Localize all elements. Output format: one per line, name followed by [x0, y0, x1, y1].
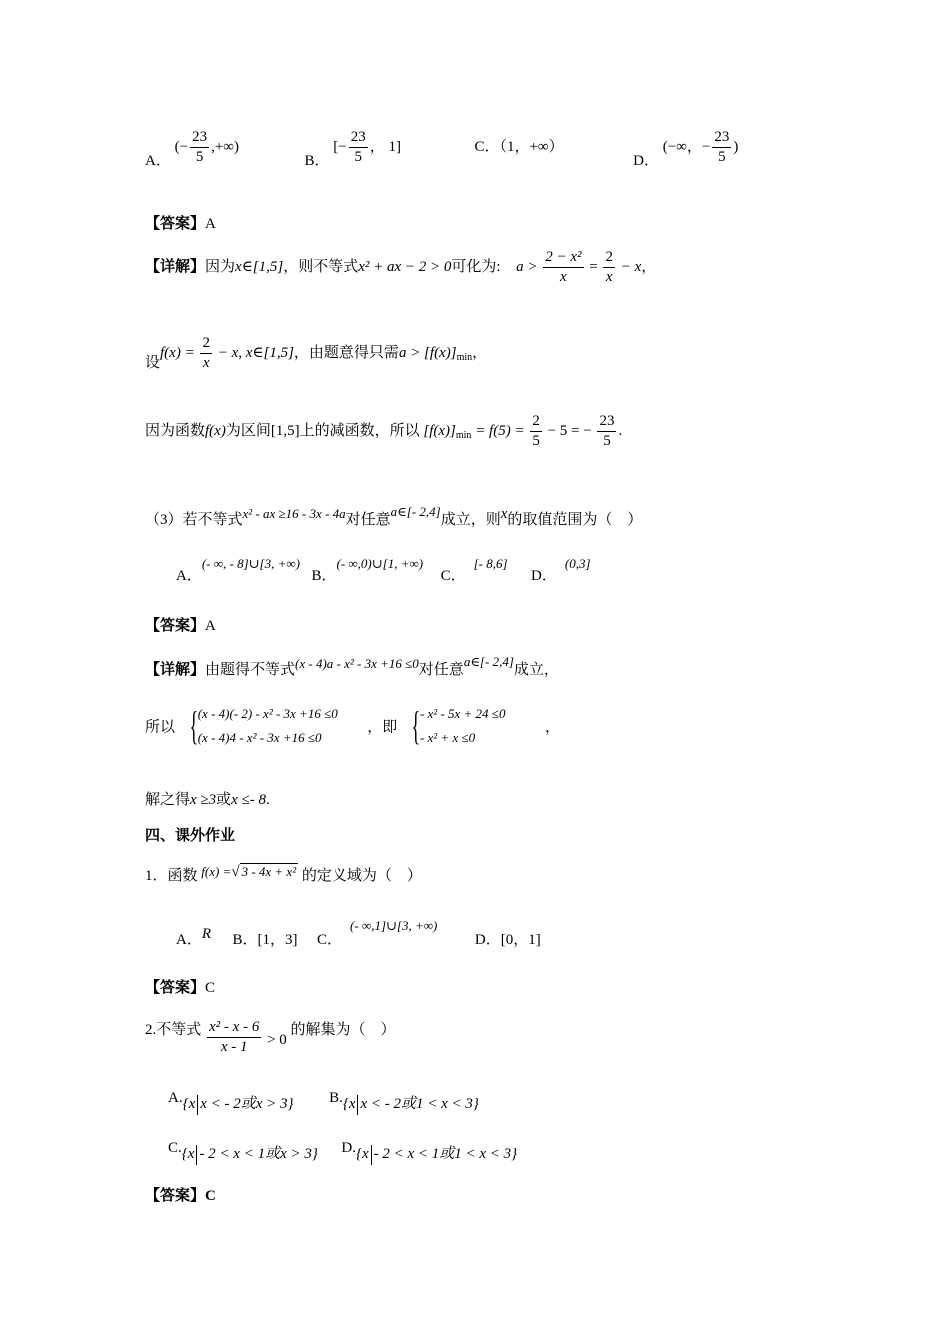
prev-option-d: D． (−∞，− $\frac{23}{5}$ ) [633, 129, 739, 169]
prev-answer: 【答案】A [145, 216, 216, 232]
q3-detail-line-3: 解之得x ≥3或x ≤- 8. [145, 792, 270, 808]
left-brace: { [189, 703, 198, 748]
hw2-options-row-1: A.{x x < - 2或x > 3} B.{x x < - 2或1 < x < 3} [168, 1090, 479, 1115]
prev-detail-line-3: 因为函数f(x)为区间[1,5]上的减函数，所以 $[f(x)]_{min} = f(5)$ = $\frac{2}{5}$ − 5 = − $\frac{23}{5}$ . [145, 413, 623, 449]
hw1-options: A．R B．[1，3] C．(- ∞,1]∪[3, +∞) D．[0，1] [176, 918, 541, 948]
hw2-answer: 【答案】C [145, 1188, 216, 1204]
prev-option-a: A． (− $\frac{23}{5}$ ,+∞) [145, 129, 239, 169]
sqrt-icon: √ [231, 864, 240, 880]
hw2-options-row-2: C.{x - 2 < x < 1或x > 3} D.{x - 2 < x < 1或1 < x < 3} [168, 1140, 517, 1165]
prev-option-c: C．（1，+∞） [474, 138, 564, 155]
fraction: $\frac{23}{5}$ [714, 129, 730, 165]
q3-detail-line-2: 所以 { (x - 4)(- 2) - x² - 3x +16 ≤0 (x - 4)4 - x² - 3x +16 ≤0 ，即 { - x² - 5x + 24 ≤0 - x² + x ≤0 ， [145, 703, 560, 748]
inequality-system-1: (x - 4)(- 2) - x² - 3x +16 ≤0 (x - 4)4 - x² - 3x +16 ≤0 [197, 706, 338, 745]
set-divider [357, 1095, 358, 1115]
q3-answer: 【答案】A [145, 618, 216, 634]
prev-detail-line-1: 【详解】因为x∈[1,5]，则不等式x² + ax − 2 > 0可化为: a > $\frac{\text{2 − x²}}{x}$ = $\frac{2}{x}$ − x， [145, 249, 657, 285]
hw1-answer: 【答案】C [145, 980, 216, 996]
q3-options: A．(- ∞, - 8]∪[3, +∞) B．(- ∞,0)∪[1, +∞) C．[- 8,6] D．(0,3] [176, 556, 591, 584]
fraction: $\frac{2}{x}$ [605, 249, 613, 285]
fraction: $\frac{2}{5}$ [532, 413, 540, 449]
prev-options-row [145, 128, 738, 170]
prev-option-b: B． [− $\frac{23}{5}$ ， 1] [304, 129, 401, 169]
fraction: $\frac{23}{5}$ [192, 129, 208, 165]
inequality-system-2: - x² - 5x + 24 ≤0 - x² + x ≤0 [419, 706, 506, 745]
section-title: 四、课外作业 [145, 828, 236, 844]
left-brace: { [411, 703, 421, 748]
set-divider [197, 1095, 198, 1115]
q3-detail-line-1: 【详解】由题得不等式(x - 4)a - x² - 3x +16 ≤0对任意a∈[- 2,4]成立， [145, 654, 559, 678]
fraction: $\frac{\text{x² - x - 6}}{x - 1}$ [209, 1019, 260, 1055]
fraction: $\frac{\text{2 − x²}}{x}$ [545, 249, 582, 285]
fraction: $\frac{23}{5}$ [350, 129, 366, 165]
q3-stem: （3）若不等式x² - ax ≥16 - 3x - 4a对任意a∈[- 2,4]成立，则x的取值范围为（ ） [145, 504, 643, 528]
set-divider [196, 1145, 197, 1165]
fraction: $\frac{23}{5}$ [599, 413, 615, 449]
prev-detail-line-2: 设f(x) = $\frac{2}{x}$ − x, x∈[1,5]，由题意得只需$a > [f(x)]_{min}$， [145, 335, 488, 371]
set-divider [371, 1145, 372, 1165]
hw2-stem: 2.不等式 $\frac{\text{x² - x - 6}}{x - 1}$ > 0 的解集为（ ） [145, 1019, 396, 1055]
fraction: $\frac{2}{x}$ [202, 335, 210, 371]
hw1-stem: 1．函数 f(x) =√ 3 - 4x + x² 的定义域为（ ） [145, 864, 422, 884]
